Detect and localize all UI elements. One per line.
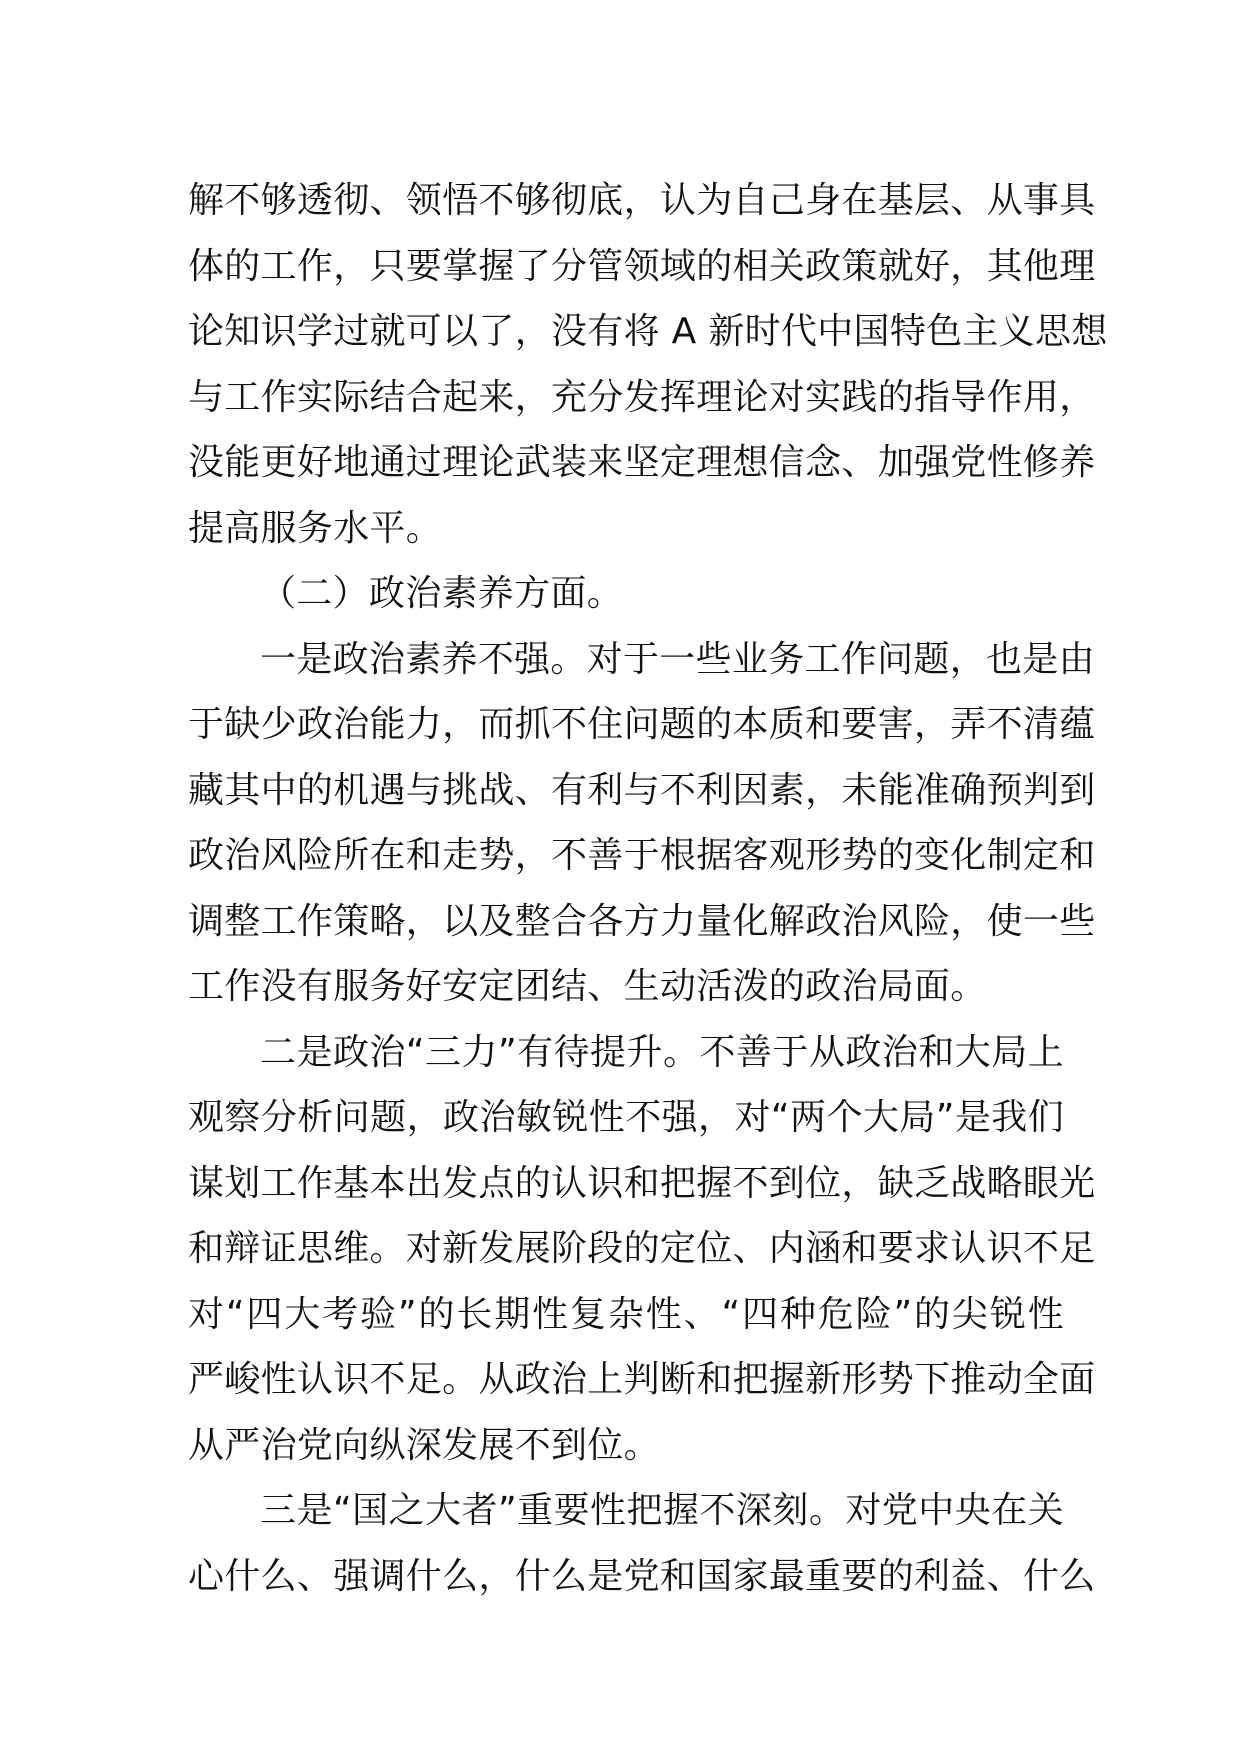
text-line: 三是“国之大者”重要性把握不深刻。对党中央在关 (260, 1490, 1064, 1531)
text-line: 于缺少政治能力，而抓不住问题的本质和要害，弄不清蕴 (188, 704, 1096, 745)
paragraph-political-quality-weak (188, 627, 1096, 1020)
section-heading-political-quality (188, 561, 1064, 627)
paragraph-national-priorities (188, 1478, 1096, 1609)
text-line: 调整工作策略，以及整合各方力量化解政治风险，使一些 (188, 900, 1096, 942)
text-line: 严峻性认识不足。从政治上判断和把握新形势下推动全面 (188, 1359, 1096, 1400)
text-line: 政治风险所在和走势，不善于根据客观形势的变化制定和 (188, 835, 1096, 876)
text-line: 对“四大考验”的长期性复杂性、“四种危险”的尖锐性 (188, 1293, 1064, 1335)
text-line: 二是政治“三力”有待提升。不善于从政治和大局上 (260, 1031, 1064, 1073)
text-line: 和辩证思维。对新发展阶段的定位、内涵和要求认识不足 (188, 1228, 1096, 1269)
text-line: 观察分析问题，政治敏锐性不强，对“两个大局”是我们 (188, 1097, 1064, 1138)
text-line: 工作没有服务好安定团结、生动活泼的政治局面。 (188, 966, 987, 1007)
text-line: 与工作实际结合起来，充分发挥理论对实践的指导作用， (188, 376, 1096, 418)
text-line: 提高服务水平。 (188, 507, 443, 549)
text-line: 没能更好地通过理论武装来坚定理想信念、加强党性修养 (188, 442, 1096, 483)
text-line: 从严治党向纵深发展不到位。 (188, 1424, 660, 1466)
paragraph-three-capabilities (188, 1020, 1096, 1479)
document-body (188, 168, 1108, 1609)
text-line: 解不够透彻、领悟不够彻底，认为自己身在基层、从事具 (188, 180, 1096, 221)
text-line: 论知识学过就可以了，没有将 A 新时代中国特色主义思想 (188, 311, 1108, 352)
text-line: 谋划工作基本出发点的认识和把握不到位，缺乏战略眼光 (188, 1162, 1096, 1204)
text-line: 藏其中的机遇与挑战、有利与不利因素，未能准确预判到 (188, 769, 1096, 811)
text-line: 心什么、强调什么，什么是党和国家最重要的利益、什么 (188, 1555, 1096, 1597)
paragraph-continued-theory (188, 168, 1108, 561)
text-line: 体的工作，只要掌握了分管领域的相关政策就好，其他理 (188, 245, 1096, 287)
text-line: 一是政治素养不强。对于一些业务工作问题，也是由 (260, 638, 1095, 680)
text-line: （二）政治素养方面。 (260, 573, 624, 614)
